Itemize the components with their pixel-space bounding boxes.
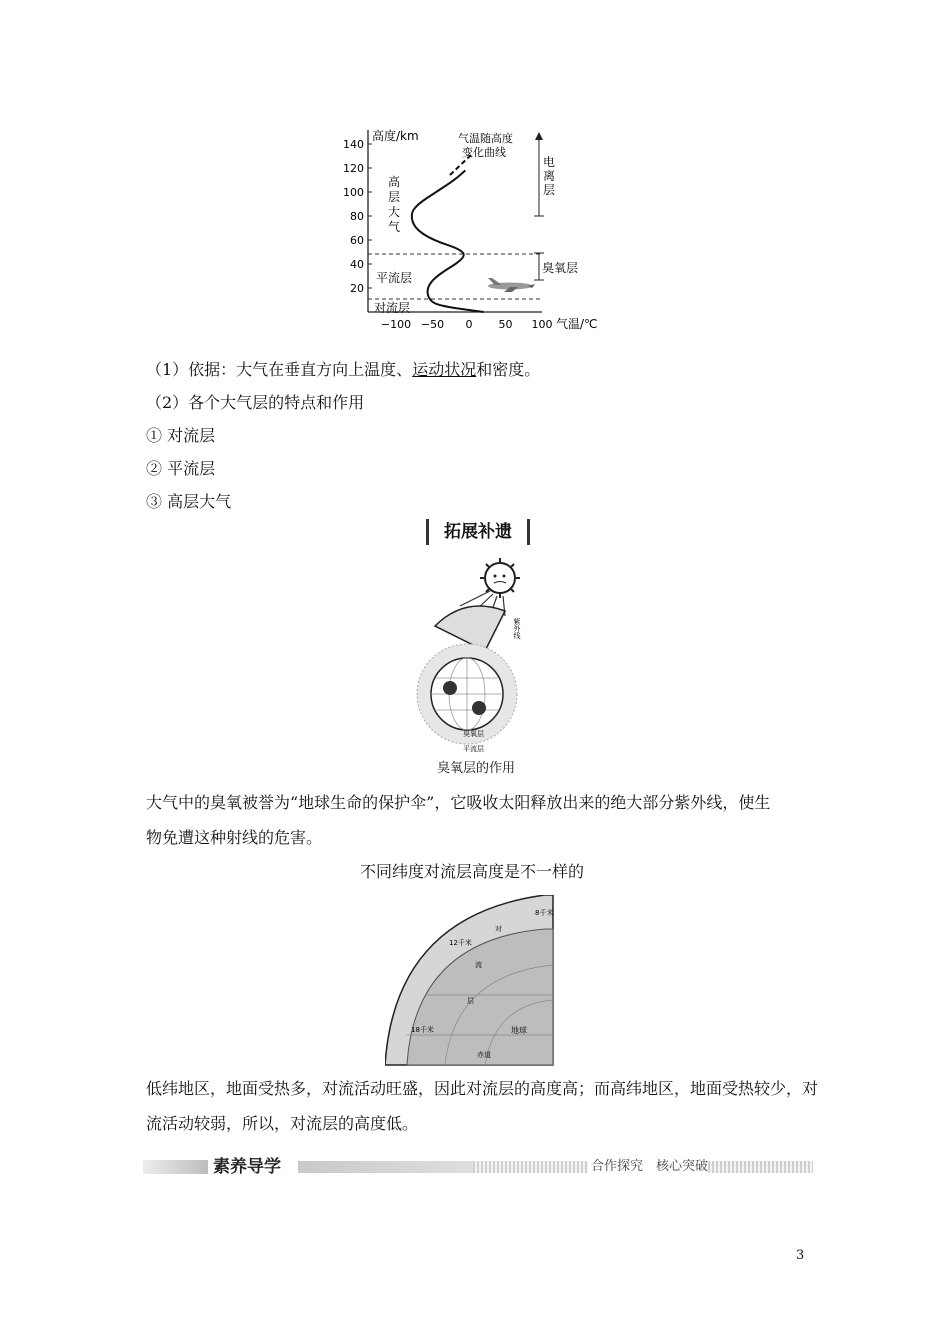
label-trop-3: 层 — [467, 997, 474, 1005]
section-title-text: 拓展补遗 — [444, 522, 512, 542]
section-banner — [143, 1158, 813, 1176]
troposphere-paragraph-line2: 流活动较弱，所以，对流层的高度低。 — [146, 1114, 419, 1133]
ozone-paragraph-line1: 大气中的臭氧被誉为“地球生命的保护伞”，它吸收太阳释放出来的绝大部分紫外线，使生 — [146, 793, 771, 812]
uv-label: 紫外线 — [513, 618, 521, 639]
label-12km: 12千米 — [449, 939, 472, 947]
x-tick-label: −50 — [420, 318, 445, 331]
y-tick-label: 60 — [350, 234, 364, 247]
ozone-layer-img-label: 臭氧层 — [463, 730, 484, 738]
label-earth: 地球 — [511, 1026, 527, 1035]
x-tick-label: −100 — [380, 318, 412, 331]
sun-icon — [480, 558, 520, 598]
label-18km: 18千米 — [411, 1026, 434, 1034]
x-tick-labels — [381, 318, 553, 331]
label-trop-2: 流 — [475, 961, 482, 969]
list-item-upper-atmosphere: ③ 高层大气 — [146, 492, 232, 511]
ionosphere-label-1: 电 — [543, 155, 556, 169]
banner-title: 素养导学 — [213, 1157, 281, 1177]
page-number: 3 — [796, 1248, 805, 1263]
item-1-prefix: （1）依据：大气在垂直方向上温度、 — [146, 360, 413, 379]
upper-atmosphere-label-1: 高 — [388, 175, 401, 189]
item-2: （2）各个大气层的特点和作用 — [146, 393, 365, 412]
x-tick-label: 100 — [531, 318, 553, 331]
y-tick-label: 20 — [350, 282, 364, 295]
banner-subtitle: 合作探究 核心突破 — [591, 1159, 709, 1174]
ozone-illustration — [405, 556, 545, 756]
label-equator: 赤道 — [477, 1051, 491, 1059]
label-8km: 8千米 — [535, 909, 554, 917]
y-tick-label: 80 — [350, 210, 364, 223]
atmosphere-temperature-chart — [330, 120, 620, 338]
label-trop-1: 对 — [495, 925, 502, 933]
airplane-icon — [488, 278, 535, 292]
ozone-layer-label: 臭氧层 — [542, 261, 579, 275]
list-item-stratosphere: ② 平流层 — [146, 459, 216, 478]
ionosphere-label-3: 层 — [543, 183, 556, 197]
y-tick-label: 120 — [343, 162, 364, 175]
x-axis-label: 气温/℃ — [556, 317, 598, 331]
ionosphere-label-2: 离 — [543, 169, 556, 183]
curve-label-line1: 气温随高度 — [458, 132, 513, 145]
list-item-troposphere: ① 对流层 — [146, 426, 216, 445]
cheek-right — [472, 701, 486, 715]
banner-mid-stripes — [473, 1161, 588, 1173]
banner-right-stripes — [708, 1161, 813, 1173]
upper-atmosphere-label-2: 层 — [388, 190, 401, 204]
troposphere-label: 对流层 — [374, 301, 411, 315]
item-1-basis — [146, 358, 540, 382]
troposphere-height-title: 不同纬度对流层高度是不一样的 — [360, 862, 585, 881]
ozone-caption: 臭氧层的作用 — [436, 761, 515, 776]
item-1-underlined: 运动状况 — [412, 360, 477, 379]
troposphere-paragraph-line1: 低纬地区，地面受热多，对流活动旺盛，因此对流层的高度高；而高纬地区，地面受热较少，对 — [146, 1079, 819, 1098]
stratosphere-img-label: 平流层 — [463, 745, 484, 753]
banner-left-bar — [143, 1160, 208, 1174]
stratosphere-label: 平流层 — [376, 271, 413, 285]
y-tick-label: 100 — [343, 186, 364, 199]
section-title — [426, 519, 530, 545]
item-1-suffix: 和密度。 — [476, 360, 541, 379]
x-tick-label: 50 — [498, 318, 513, 331]
y-axis-label: 高度/km — [372, 129, 419, 143]
y-tick-label: 40 — [350, 258, 364, 271]
temperature-curve — [412, 170, 484, 312]
x-tick-label: 0 — [465, 318, 473, 331]
ionosphere-arrow — [535, 132, 543, 140]
upper-atmosphere-label-4: 气 — [388, 220, 401, 234]
cheek-left — [443, 681, 457, 695]
upper-atmosphere-label-3: 大 — [388, 205, 401, 219]
troposphere-latitude-illustration — [385, 895, 575, 1068]
curve-label-line2: 变化曲线 — [462, 146, 506, 159]
y-tick-label: 140 — [343, 138, 364, 151]
ozone-paragraph-line2: 物免遭这种射线的危害。 — [146, 828, 323, 847]
